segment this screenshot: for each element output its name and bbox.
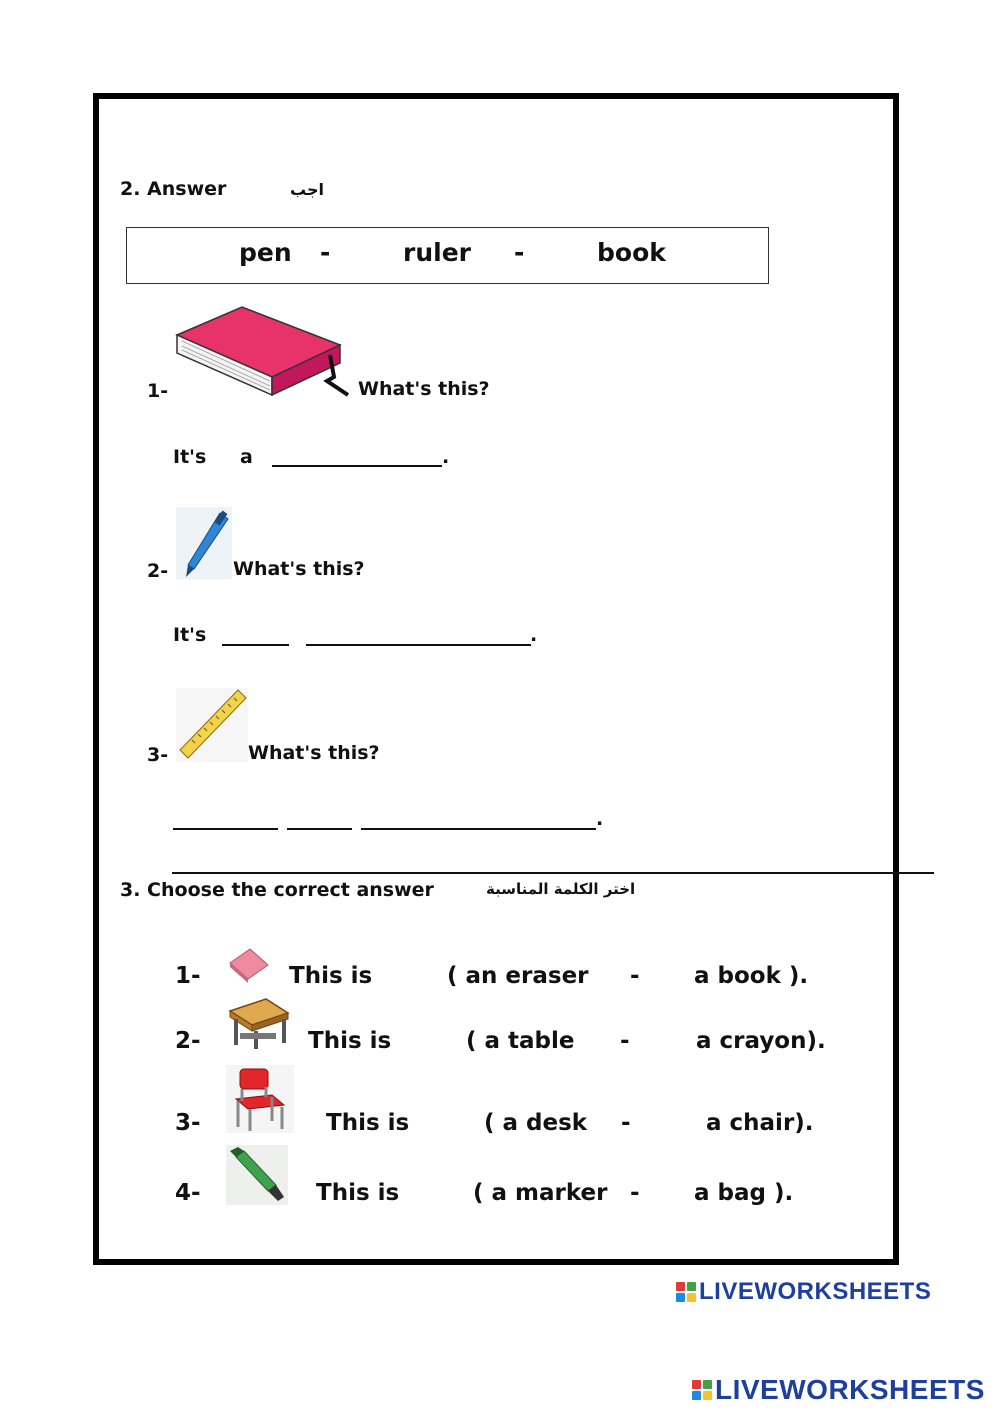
- word-bank-pen: pen: [239, 238, 292, 267]
- item2-article-blank[interactable]: [222, 644, 289, 646]
- item2-number: 2-: [147, 560, 169, 582]
- pen-picture: [176, 507, 232, 579]
- item1-answer-article[interactable]: a: [240, 446, 253, 468]
- item1-answer-blank[interactable]: [272, 465, 442, 467]
- item2-question: What's this?: [233, 558, 365, 580]
- choice4-option-a[interactable]: ( a marker: [473, 1180, 608, 1206]
- book-picture: [172, 305, 362, 400]
- logo-text: LIVEWORKSHEETS: [715, 1374, 985, 1405]
- choice4-number: 4-: [175, 1180, 201, 1206]
- item3-answer-blank[interactable]: [361, 828, 596, 830]
- word-bank-ruler: ruler: [403, 238, 471, 267]
- choice3-option-a[interactable]: ( a desk: [484, 1110, 588, 1136]
- section3-title: 3. Choose the correct answer: [120, 879, 434, 901]
- choice4-dash: -: [630, 1180, 640, 1206]
- ruler-picture: [176, 688, 248, 762]
- item2-answer-blank[interactable]: [306, 644, 531, 646]
- choice4-option-b[interactable]: a bag ).: [694, 1180, 794, 1206]
- choice3-number: 3-: [175, 1110, 201, 1136]
- eraser-picture: [226, 945, 272, 985]
- choice1-option-b[interactable]: a book ).: [694, 963, 809, 989]
- choice1-dash: -: [630, 963, 640, 989]
- choice3-dash: -: [621, 1110, 631, 1136]
- choice4-stem: This is: [316, 1180, 400, 1206]
- choice2-option-a[interactable]: ( a table: [466, 1028, 575, 1054]
- choice1-option-a[interactable]: ( an eraser: [447, 963, 589, 989]
- item3-answer-end: .: [596, 808, 604, 830]
- chair-picture: [226, 1065, 294, 1133]
- word-bank-dash: -: [320, 238, 331, 267]
- choice3-stem: This is: [326, 1110, 410, 1136]
- item1-answer-prefix: It's: [173, 446, 207, 468]
- section-divider: [172, 872, 934, 874]
- item3-article-blank[interactable]: [287, 828, 352, 830]
- logo-mark-icon: [676, 1282, 696, 1302]
- choice1-stem: This is: [289, 963, 373, 989]
- logo-text: LIVEWORKSHEETS: [699, 1278, 932, 1305]
- item1-number: 1-: [147, 380, 169, 402]
- word-bank-dash: -: [514, 238, 525, 267]
- choice2-option-b[interactable]: a crayon).: [696, 1028, 826, 1054]
- choice3-option-b[interactable]: a chair).: [706, 1110, 814, 1136]
- item3-number: 3-: [147, 744, 169, 766]
- choice2-dash: -: [620, 1028, 630, 1054]
- marker-picture: [226, 1145, 288, 1205]
- item3-subject-blank[interactable]: [173, 828, 278, 830]
- liveworksheets-logo: [676, 1278, 931, 1306]
- item3-question: What's this?: [248, 742, 380, 764]
- item2-answer-prefix: It's: [173, 624, 207, 646]
- choice1-number: 1-: [175, 963, 201, 989]
- item1-question: What's this?: [358, 378, 490, 400]
- liveworksheets-logo-footer: [692, 1374, 985, 1406]
- section3-title-arabic: اختر الكلمة المناسبة: [486, 880, 636, 898]
- logo-mark-icon: [692, 1380, 712, 1400]
- word-bank-book: book: [597, 238, 666, 267]
- choice2-stem: This is: [308, 1028, 392, 1054]
- choice2-number: 2-: [175, 1028, 201, 1054]
- table-picture: [226, 995, 292, 1051]
- section2-title-arabic: اجب: [290, 180, 324, 199]
- item1-answer-end: .: [442, 446, 450, 468]
- section2-title: 2. Answer: [120, 178, 227, 200]
- item2-answer-end: .: [530, 624, 538, 646]
